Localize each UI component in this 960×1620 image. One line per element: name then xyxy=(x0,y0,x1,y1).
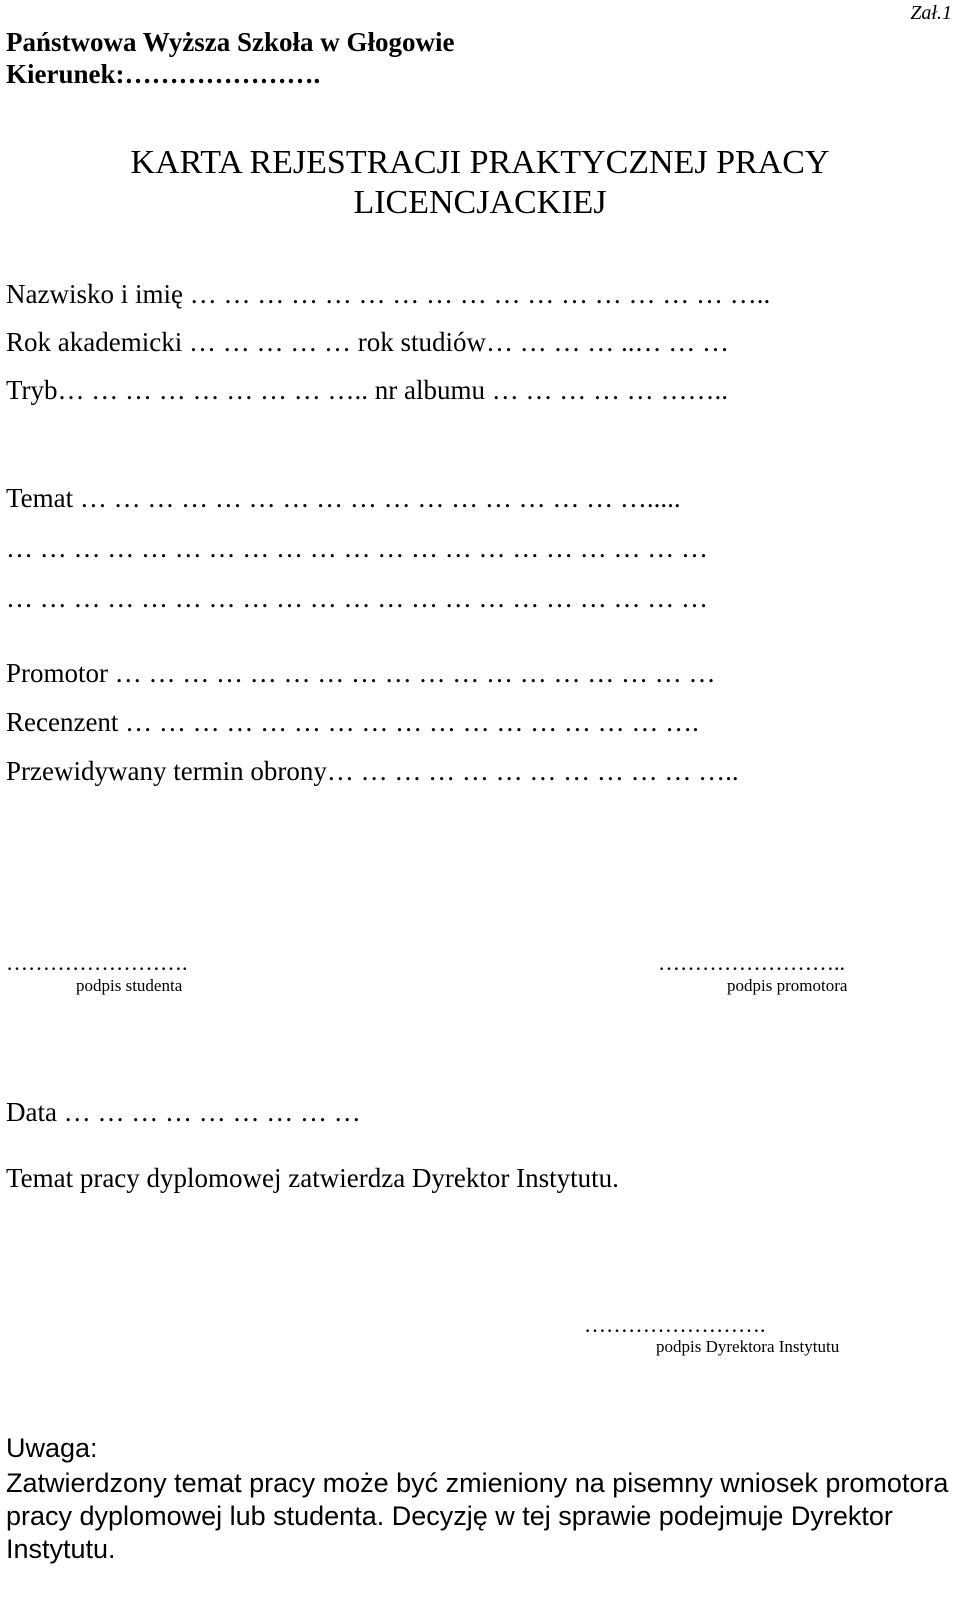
defense-date-field: Przewidywany termin obrony… … … … … … … … … … … ….. xyxy=(6,756,739,786)
approval-statement: Temat pracy dyplomowej zatwierdza Dyrektor Instytutu. xyxy=(6,1163,619,1193)
academic-year-field: Rok akademicki … … … … … rok studiów… … … … ..… … … xyxy=(6,327,729,357)
field-of-study: Kierunek:…………………. xyxy=(6,59,321,89)
note-line-2: pracy dyplomowej lub studenta. Decyzję w tej sprawie podejmuje Dyrektor xyxy=(6,1501,893,1531)
note-line-1: Zatwierdzony temat pracy może być zmieniony na pisemny wniosek promotora xyxy=(6,1468,949,1498)
student-signature-label: podpis studenta xyxy=(76,976,183,995)
document-title-line1: KARTA REJESTRACJI PRAKTYCZNEJ PRACY xyxy=(130,144,830,181)
supervisor-field: Promotor … … … … … … … … … … … … … … … … … … xyxy=(6,658,716,688)
reviewer-field: Recenzent … … … … … … … … … … … … … … … … …. xyxy=(6,707,699,737)
document-title-line2: LICENCJACKIEJ xyxy=(353,184,607,221)
attachment-label: Zał.1 xyxy=(910,2,952,24)
supervisor-signature-label: podpis promotora xyxy=(727,976,848,995)
director-signature-label: podpis Dyrektora Instytutu xyxy=(656,1337,840,1356)
student-signature-line: ……………………. xyxy=(6,950,188,975)
topic-line-3: … … … … … … … … … … … … … … … … … … … … … xyxy=(6,583,708,613)
school-name: Państwowa Wyższa Szkoła w Głogowie xyxy=(6,27,455,57)
director-signature-line: ……………………. xyxy=(584,1312,766,1337)
topic-field: Temat … … … … … … … … … … … … … … … … …..... xyxy=(6,483,681,513)
mode-album-field: Tryb… … … … … … … … ….. nr albumu … … … … … …….. xyxy=(6,375,729,405)
name-field: Nazwisko i imię … … … … … … … … … … … … … … … … ….. xyxy=(6,279,771,309)
topic-line-2: … … … … … … … … … … … … … … … … … … … … … xyxy=(6,533,708,563)
supervisor-signature-line: …………………….. xyxy=(658,950,845,975)
note-heading: Uwaga: xyxy=(6,1433,98,1463)
note-line-3: Instytutu. xyxy=(6,1534,116,1564)
date-field: Data … … … … … … … … … xyxy=(6,1097,361,1127)
